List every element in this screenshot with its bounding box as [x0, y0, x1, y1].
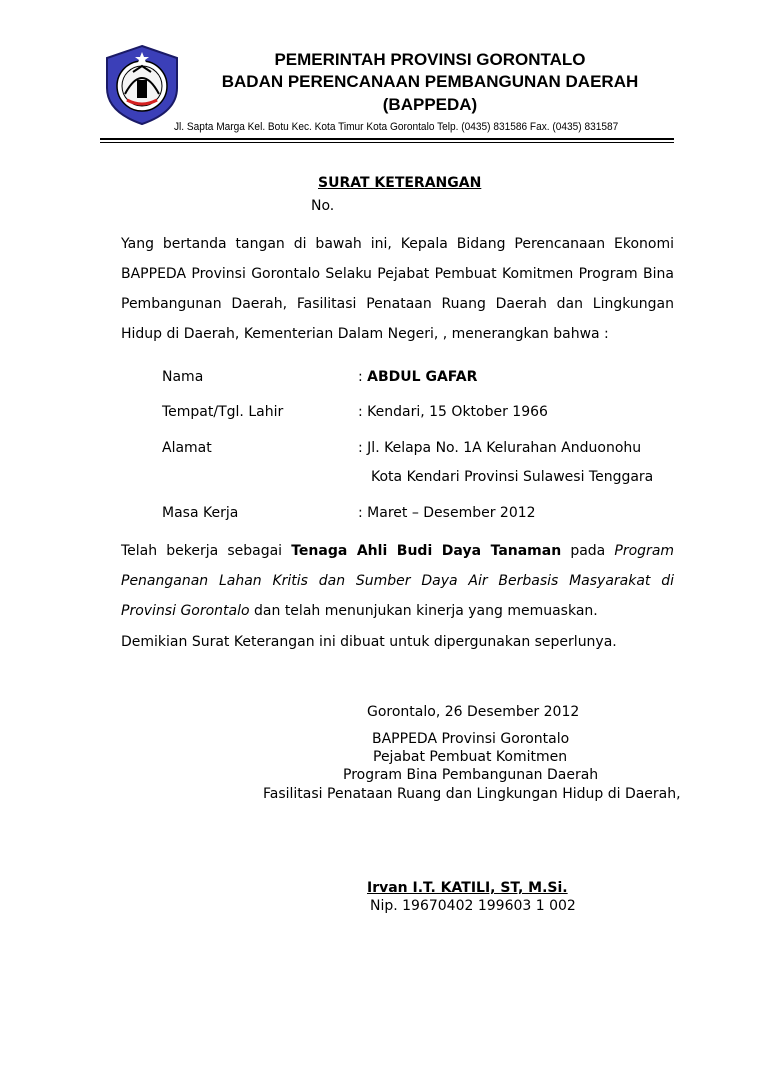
signature-program-detail: Fasilitasi Penataan Ruang dan Lingkungan Hidup di Daerah, [263, 786, 681, 802]
field-label-birth: Tempat/Tgl. Lahir [162, 404, 284, 420]
field-label-address: Alamat [162, 440, 212, 456]
signatory-nip: Nip. 19670402 199603 1 002 [370, 898, 576, 914]
signature-position: Pejabat Pembuat Komitmen [373, 749, 568, 765]
field-label-work-period: Masa Kerja [162, 505, 239, 521]
body-role: Tenaga Ahli Budi Daya Tanaman [291, 543, 562, 559]
field-label-nama: Nama [162, 369, 204, 385]
closing-paragraph: Demikian Surat Keterangan ini dibuat untuk dipergunakan seperlunya. [121, 634, 617, 650]
birth-value: Kendari, 15 Oktober 1966 [367, 404, 548, 420]
field-value-nama: : ABDUL GAFAR [358, 369, 478, 385]
address-value: Jl. Kelapa No. 1A Kelurahan Anduonohu [367, 440, 642, 456]
field-value-work-period: : Maret – Desember 2012 [358, 505, 536, 521]
header-agency: BADAN PERENCANAAN PEMBANGUNAN DAERAH [221, 72, 639, 91]
letter-title: SURAT KETERANGAN [318, 175, 482, 191]
header-divider-thin [100, 142, 674, 143]
header-acronym: (BAPPEDA) [382, 95, 478, 114]
name-value: ABDUL GAFAR [367, 369, 478, 385]
opening-paragraph: Yang bertanda tangan di bawah ini, Kepala Bidang Perencanaan Ekonomi BAPPEDA Provinsi Gorontalo Selaku Pejabat Pembuat Komitmen Program Bina Pembangunan Daerah, Fasilitasi Penataan Ruang Daerah dan Lingkungan Hidup di Daerah, Kementerian Dalam Negeri, , menerangkan bahwa : [121, 236, 674, 342]
signatory-name: Irvan I.T. KATILI, ST, M.Si. [367, 880, 568, 896]
body-text-2: pada [570, 543, 606, 559]
signature-program: Program Bina Pembangunan Daerah [343, 767, 599, 783]
header-divider-thick [100, 138, 674, 140]
signature-organization: BAPPEDA Provinsi Gorontalo [372, 731, 570, 747]
gorontalo-emblem-logo [103, 44, 181, 126]
signature-place-date: Gorontalo, 26 Desember 2012 [367, 704, 580, 720]
letter-number: No. [311, 198, 335, 214]
field-value-birth: : Kendari, 15 Oktober 1966 [358, 404, 548, 420]
work-period-value: Maret – Desember 2012 [367, 505, 536, 521]
body-paragraph [121, 536, 674, 626]
field-value-address-line2: Kota Kendari Provinsi Sulawesi Tenggara [371, 469, 654, 485]
body-text-1: Telah bekerja sebagai [121, 543, 283, 559]
field-value-address: : Jl. Kelapa No. 1A Kelurahan Anduonohu [358, 440, 642, 456]
body-text-3: dan telah menunjukan kinerja yang memuaskan. [254, 603, 598, 619]
header-government: PEMERINTAH PROVINSI GORONTALO [274, 50, 586, 69]
header-address: Jl. Sapta Marga Kel. Botu Kec. Kota Timur Kota Gorontalo Telp. (0435) 831586 Fax. (0435) 831587 [174, 121, 619, 133]
body-program: Program Penanganan Lahan Kritis dan Sumber Daya Air Berbasis Masyarakat di Provinsi Gorontalo [121, 543, 675, 619]
